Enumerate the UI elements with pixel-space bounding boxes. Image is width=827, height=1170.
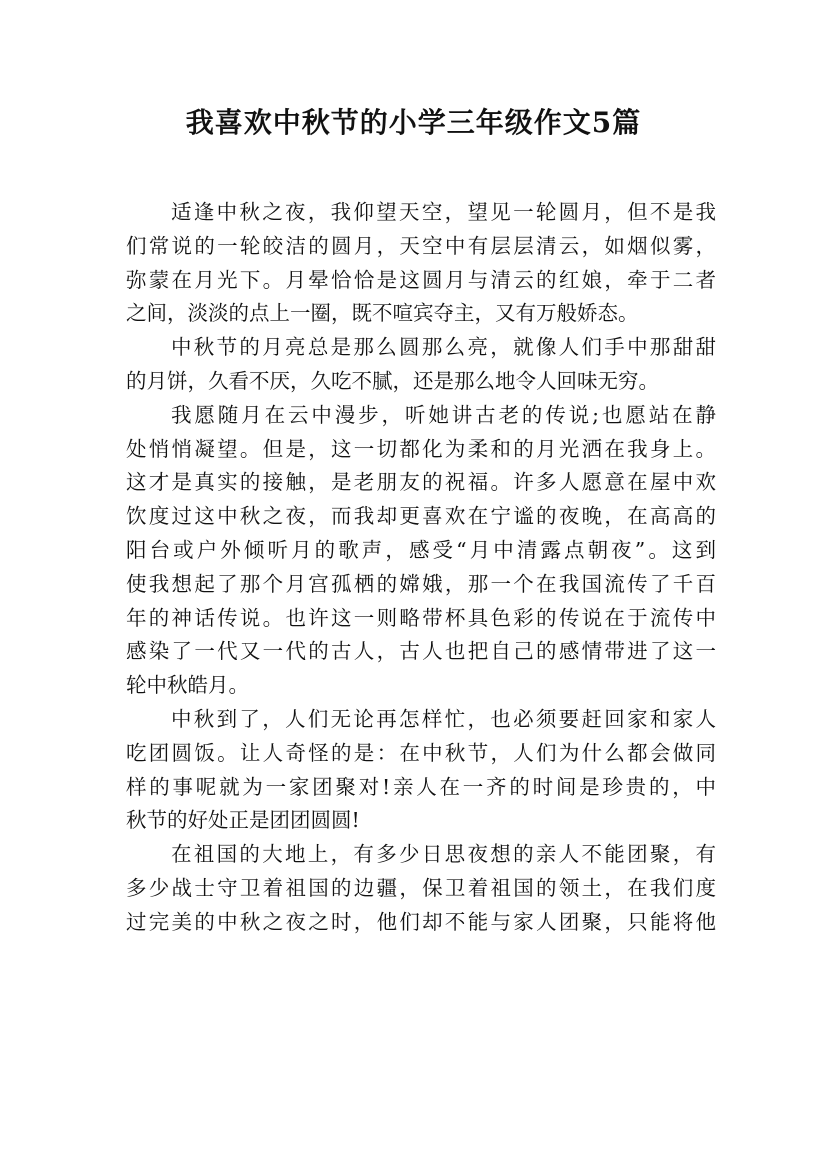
- body-line: 们常说的一轮皎洁的圆月，天空中有层层清云，如烟似雾，: [126, 233, 716, 258]
- body-line: 适逢中秋之夜，我仰望天空，望见一轮圆月，但不是我: [171, 200, 716, 224]
- body-line: 使我想起了那个月宫孤栖的嫦娥，那一个在我国流传了千百: [126, 571, 716, 596]
- body-line: 饮度过这中秋之夜，而我却更喜欢在宁谧的夜晚，在高高的: [126, 504, 716, 529]
- body-line: 多少战士守卫着祖国的边疆，保卫着祖国的领土，在我们度: [126, 875, 716, 900]
- body-line: 阳台或户外倾听月的歌声，感受“月中清露点朝夜”。这到: [126, 537, 716, 562]
- body-line: 中秋到了，人们无论再怎样忙，也必须要赶回家和家人: [171, 706, 716, 731]
- body-line: 过完美的中秋之夜之时，他们却不能与家人团聚，只能将他: [126, 909, 716, 934]
- body-line: 在祖国的大地上，有多少日思夜想的亲人不能团聚，有: [171, 842, 716, 867]
- body-line: 的月饼，久看不厌，久吃不腻，还是那么地令人回味无穷。: [126, 368, 659, 393]
- body-line: 秋节的好处正是团团圆圆!: [126, 808, 360, 833]
- document-body: [126, 196, 716, 940]
- body-line: 中秋节的月亮总是那么圆那么亮，就像人们手中那甜甜: [171, 335, 716, 360]
- body-line: 这才是真实的接触，是老朋友的祝福。许多人愿意在屋中欢: [126, 470, 716, 495]
- body-line: 样的事呢就为一家团聚对!亲人在一齐的时间是珍贵的，中: [126, 774, 716, 799]
- body-line: 处悄悄凝望。但是，这一切都化为柔和的月光洒在我身上。: [126, 436, 716, 461]
- body-line: 年的神话传说。也许这一则略带杯具色彩的传说在于流传中: [126, 605, 716, 630]
- body-line: 之间，淡淡的点上一圈，既不喧宾夺主，又有万般娇态。: [126, 301, 639, 326]
- body-line: 吃团圆饭。让人奇怪的是：在中秋节，人们为什么都会做同: [126, 740, 716, 765]
- body-line: 感染了一代又一代的古人，古人也把自己的感情带进了这一: [126, 639, 716, 664]
- body-line: 弥蒙在月光下。月晕恰恰是这圆月与清云的红娘，牵于二者: [126, 267, 716, 292]
- document-title: 我喜欢中秋节的小学三年级作文5篇: [185, 106, 642, 139]
- body-line: 轮中秋皓月。: [126, 673, 249, 698]
- body-line: 我愿随月在云中漫步，听她讲古老的传说;也愿站在静: [171, 402, 716, 427]
